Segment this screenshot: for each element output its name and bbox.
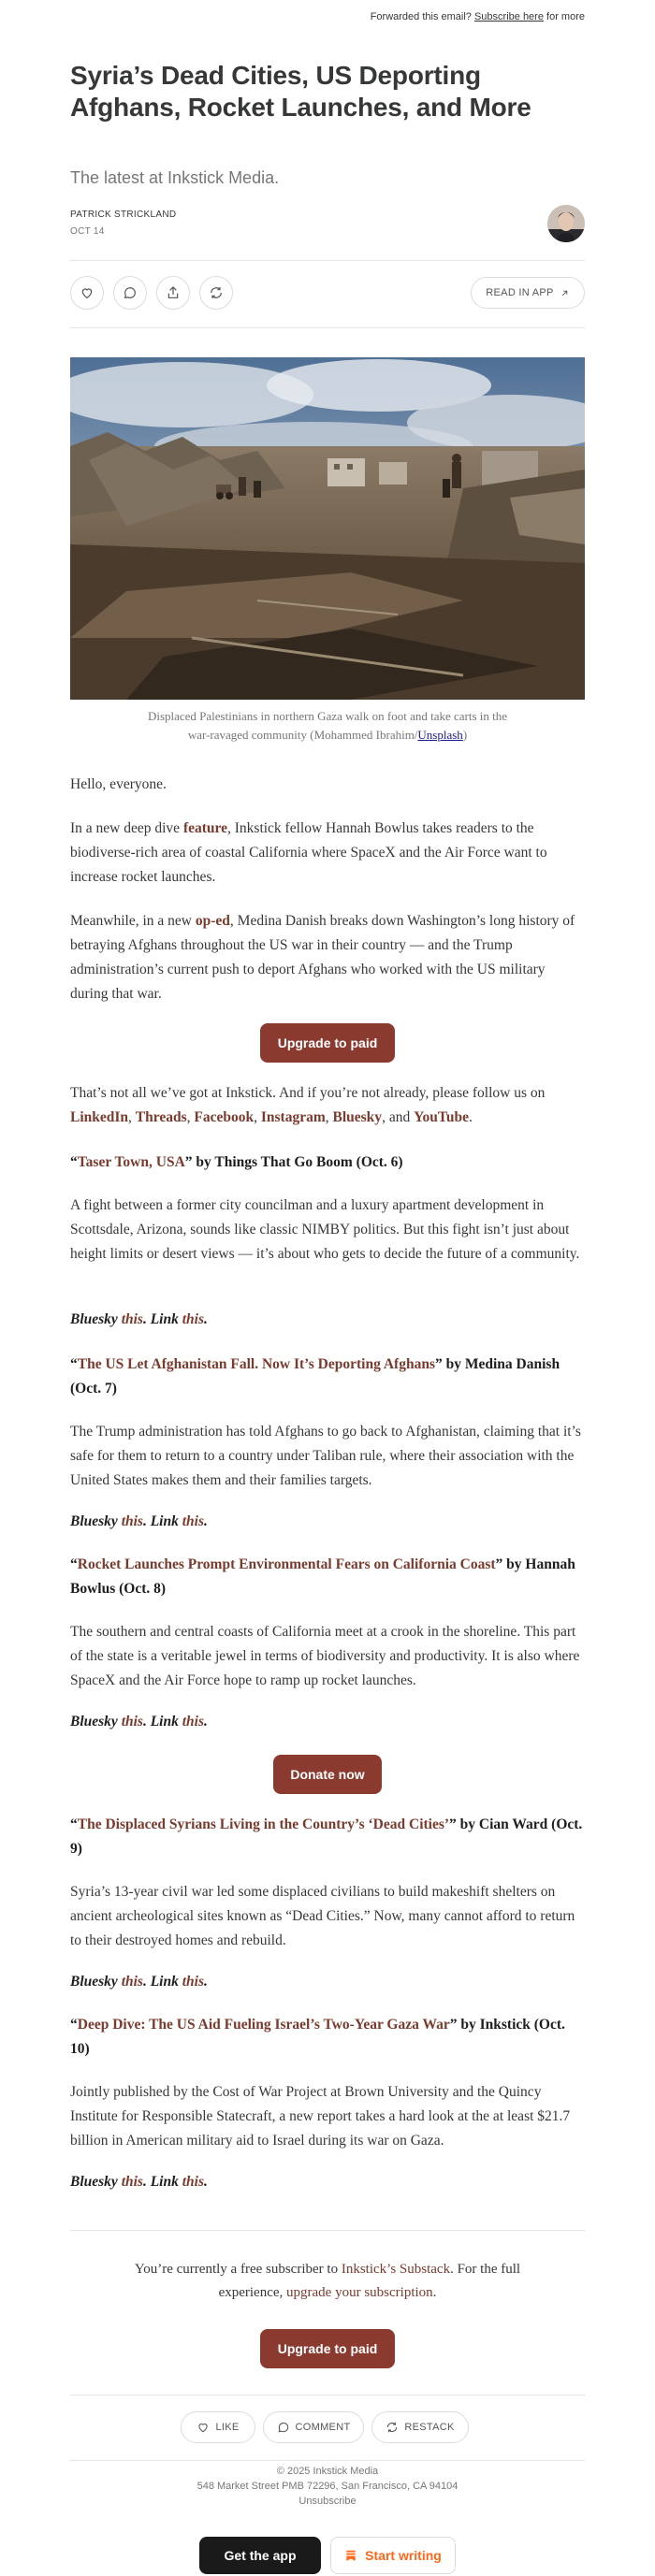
youtube-link[interactable]: YouTube xyxy=(414,1109,469,1125)
like-label: LIKE xyxy=(215,2422,240,2433)
hero-image[interactable] xyxy=(70,357,585,700)
image-caption xyxy=(70,707,585,745)
separator: , xyxy=(128,1109,136,1125)
article-link[interactable]: Rocket Launches Prompt Environmental Fears on California Coast xyxy=(77,1556,496,1572)
get-app-button[interactable]: Get the app xyxy=(199,2537,321,2574)
bluesky-link[interactable]: Bluesky xyxy=(332,1109,383,1125)
article-summary: Syria’s 13-year civil war led some displaced civilians to build makeshift shelters on ancient archeological sites known as “Dead Cities.” Now, many cannot afford to return to their destroyed homes and rebuild. xyxy=(70,1884,575,1948)
share-line xyxy=(70,1308,585,1332)
article-byline: ” by Cian Ward (Oct. 9) xyxy=(70,1816,583,1857)
post-title[interactable]: Syria’s Dead Cities, US Deporting Afghans, Rocket Launches, and More xyxy=(70,61,531,122)
link-label: . Link xyxy=(142,1311,182,1327)
article-share-link[interactable]: this xyxy=(182,2174,204,2190)
read-in-app-label: READ IN APP xyxy=(486,287,554,298)
quote-mark: “ xyxy=(70,1816,78,1832)
message-text: You’re currently a free subscriber to xyxy=(134,2262,342,2277)
address: 548 Market Street PMB 72296, San Francisco, CA 94104 xyxy=(196,2481,458,2492)
separator: . xyxy=(204,2174,208,2190)
bluesky-share-link[interactable]: this xyxy=(121,1974,143,1990)
substack-link[interactable]: Inkstick’s Substack xyxy=(341,2262,451,2277)
subscribe-link[interactable]: Subscribe here xyxy=(473,11,544,22)
link-label: . Link xyxy=(142,2174,182,2190)
article-heading xyxy=(70,1151,585,1175)
article-summary: The southern and central coasts of California meet at a crook in the shoreline. This part of the state is a veritable jewel in terms of biodiversity and productivity. It is also where SpaceX and the Air Force hope to ramp up rocket launches. xyxy=(70,1624,580,1688)
quote-mark: “ xyxy=(70,1556,78,1572)
intro-text: , Inkstick fellow Hannah Bowlus takes readers to the biodiverse-rich area of coastal California where SpaceX and the Air Force want to increase rocket launches. xyxy=(70,820,547,885)
social-paragraph xyxy=(70,1081,585,1130)
caption-end: ) xyxy=(462,728,468,742)
article-byline: ” by Hannah Bowlus (Oct. 8) xyxy=(70,1556,575,1597)
comment-button[interactable] xyxy=(113,276,147,310)
quote-mark: “ xyxy=(70,1154,78,1170)
restack-label: RESTACK xyxy=(404,2422,455,2433)
divider xyxy=(70,327,585,328)
separator: . xyxy=(204,1513,208,1529)
separator: . xyxy=(204,1714,208,1729)
article-byline: ” by Things That Go Boom (Oct. 6) xyxy=(184,1154,403,1170)
footer-action-bar xyxy=(70,2411,585,2443)
divider xyxy=(70,2230,585,2231)
arrow-up-right-icon xyxy=(560,288,570,298)
start-writing-label: Start writing xyxy=(365,2548,442,2563)
quote-mark: “ xyxy=(70,2017,78,2033)
caption-link[interactable]: Unsplash xyxy=(417,728,463,742)
comment-icon xyxy=(277,2421,290,2434)
bluesky-label: Bluesky xyxy=(70,1714,118,1729)
linkedin-link[interactable]: LinkedIn xyxy=(70,1109,129,1125)
comment-icon xyxy=(123,285,138,300)
bluesky-label: Bluesky xyxy=(70,1513,118,1529)
upgrade-subscription-link[interactable]: upgrade your subscription xyxy=(286,2285,433,2300)
footer-restack-button[interactable] xyxy=(371,2411,469,2443)
article-heading xyxy=(70,1553,585,1601)
message-text: . For the full experience, xyxy=(218,2262,521,2300)
share-button[interactable] xyxy=(156,276,190,310)
bluesky-share-link[interactable]: this xyxy=(121,1714,143,1729)
action-bar xyxy=(70,276,585,310)
separator: . xyxy=(204,1974,208,1990)
heart-icon xyxy=(80,285,95,300)
comment-label: COMMENT xyxy=(295,2422,351,2433)
article-summary: The Trump administration has told Afghans to go back to Afghanistan, claiming that it’s safe for them to return to a country under Taliban rule, where their association with the United States makes them and their families targets. xyxy=(70,1424,581,1488)
op-ed-text: , Medina Danish breaks down Washington’s long history of betraying Afghans throughout the US war in their country — and the Trump administration’s current push to deport Afghans who worked with the US military during that war. xyxy=(70,913,575,1002)
bluesky-share-link[interactable]: this xyxy=(121,1513,143,1529)
article-heading xyxy=(70,1813,585,1861)
link-label: . Link xyxy=(142,1714,182,1729)
article-share-link[interactable]: this xyxy=(182,1311,204,1327)
post-author[interactable]: PATRICK STRICKLAND xyxy=(70,210,177,220)
rubble-photo xyxy=(70,357,585,700)
separator: , xyxy=(186,1109,195,1125)
subscriber-message xyxy=(70,2258,585,2305)
divider xyxy=(70,260,585,261)
like-button[interactable] xyxy=(70,276,104,310)
bluesky-label: Bluesky xyxy=(70,1311,118,1327)
article-byline: ” by Inkstick (Oct. 10) xyxy=(70,2017,565,2057)
greeting: Hello, everyone. xyxy=(70,776,167,792)
intro-paragraph xyxy=(70,817,585,890)
threads-link[interactable]: Threads xyxy=(135,1109,187,1125)
share-line xyxy=(70,1510,585,1534)
article-share-link[interactable]: this xyxy=(182,1974,204,1990)
footer-comment-button[interactable] xyxy=(263,2411,364,2443)
separator: . xyxy=(204,1311,208,1327)
share-icon xyxy=(166,285,181,300)
substack-logo-icon xyxy=(344,2549,357,2562)
article-link[interactable]: Taser Town, USA xyxy=(77,1154,185,1170)
divider xyxy=(70,2460,585,2461)
article-summary: A fight between a former city councilman and a luxury apartment development in Scottsdale, Arizona, sounds like classic NIMBY politics. But this fight isn’t just about height limits or desert views — it’s about who gets to decide the future of a community. xyxy=(70,1197,580,1262)
op-ed-link[interactable]: op-ed xyxy=(195,913,230,929)
footer-like-button[interactable] xyxy=(181,2411,255,2443)
share-line xyxy=(70,2170,585,2194)
separator: , xyxy=(325,1109,333,1125)
forward-suffix: for more xyxy=(546,11,585,22)
restack-button[interactable] xyxy=(199,276,233,310)
footer-upgrade-button[interactable]: Upgrade to paid xyxy=(260,2329,395,2368)
restack-icon xyxy=(386,2421,399,2434)
post-date: OCT 14 xyxy=(70,226,105,237)
article-link[interactable]: The Displaced Syrians Living in the Country’s ‘Dead Cities’ xyxy=(77,1816,450,1832)
article-heading xyxy=(70,1353,585,1401)
article-summary: Jointly published by the Cost of War Project at Brown University and the Quincy Institute for Responsible Statecraft, a new report takes a hard look at the at least $21.7 billion in American military aid to Israel during its war on Gaza. xyxy=(70,2084,571,2149)
bluesky-label: Bluesky xyxy=(70,2174,118,2190)
footer-meta xyxy=(70,2464,585,2509)
restack-icon xyxy=(209,285,224,300)
intro-text: In a new deep dive xyxy=(70,820,183,836)
feature-link[interactable]: feature xyxy=(182,820,227,836)
caption-text: Displaced Palestinians in northern Gaza walk on foot and take carts in the war-ravaged community (Mohammed Ibrahim/ xyxy=(147,709,508,742)
post-subtitle: The latest at Inkstick Media. xyxy=(70,168,280,187)
separator: , xyxy=(254,1109,261,1125)
separator: . xyxy=(468,1109,473,1125)
share-line xyxy=(70,1710,585,1734)
bluesky-label: Bluesky xyxy=(70,1974,118,1990)
article-heading xyxy=(70,2013,585,2062)
separator: , and xyxy=(382,1109,415,1125)
read-in-app-button[interactable] xyxy=(471,277,585,309)
donate-button[interactable]: Donate now xyxy=(273,1755,382,1794)
start-writing-button[interactable] xyxy=(330,2537,456,2574)
share-line xyxy=(70,1970,585,1994)
heart-icon xyxy=(196,2421,210,2434)
copyright: © 2025 Inkstick Media xyxy=(276,2466,379,2477)
article-link[interactable]: The US Let Afghanistan Fall. Now It’s Deporting Afghans xyxy=(77,1356,435,1372)
article-share-link[interactable]: this xyxy=(182,1513,204,1529)
social-text: That’s not all we’ve got at Inkstick. And if you’re not already, please follow us on xyxy=(70,1085,546,1101)
bluesky-share-link[interactable]: this xyxy=(121,1311,143,1327)
message-text: . xyxy=(432,2285,437,2300)
op-ed-text: Meanwhile, in a new xyxy=(70,913,196,929)
forward-text: Forwarded this email? xyxy=(370,11,472,22)
bluesky-share-link[interactable]: this xyxy=(121,2174,143,2190)
link-label: . Link xyxy=(142,1513,182,1529)
instagram-link[interactable]: Instagram xyxy=(260,1109,326,1125)
link-label: . Link xyxy=(142,1974,182,1990)
facebook-link[interactable]: Facebook xyxy=(194,1109,255,1125)
avatar[interactable] xyxy=(547,205,585,242)
article-link[interactable]: Deep Dive: The US Aid Fueling Israel’s Two-Year Gaza War xyxy=(77,2017,450,2033)
article-share-link[interactable]: this xyxy=(182,1714,204,1729)
quote-mark: “ xyxy=(70,1356,78,1372)
op-ed-paragraph xyxy=(70,909,585,1006)
author-photo xyxy=(547,205,585,242)
unsubscribe-link[interactable]: Unsubscribe xyxy=(298,2496,357,2507)
upgrade-button[interactable]: Upgrade to paid xyxy=(260,1023,395,1063)
article-byline: ” by Medina Danish (Oct. 7) xyxy=(70,1356,560,1397)
forward-notice xyxy=(371,11,585,22)
